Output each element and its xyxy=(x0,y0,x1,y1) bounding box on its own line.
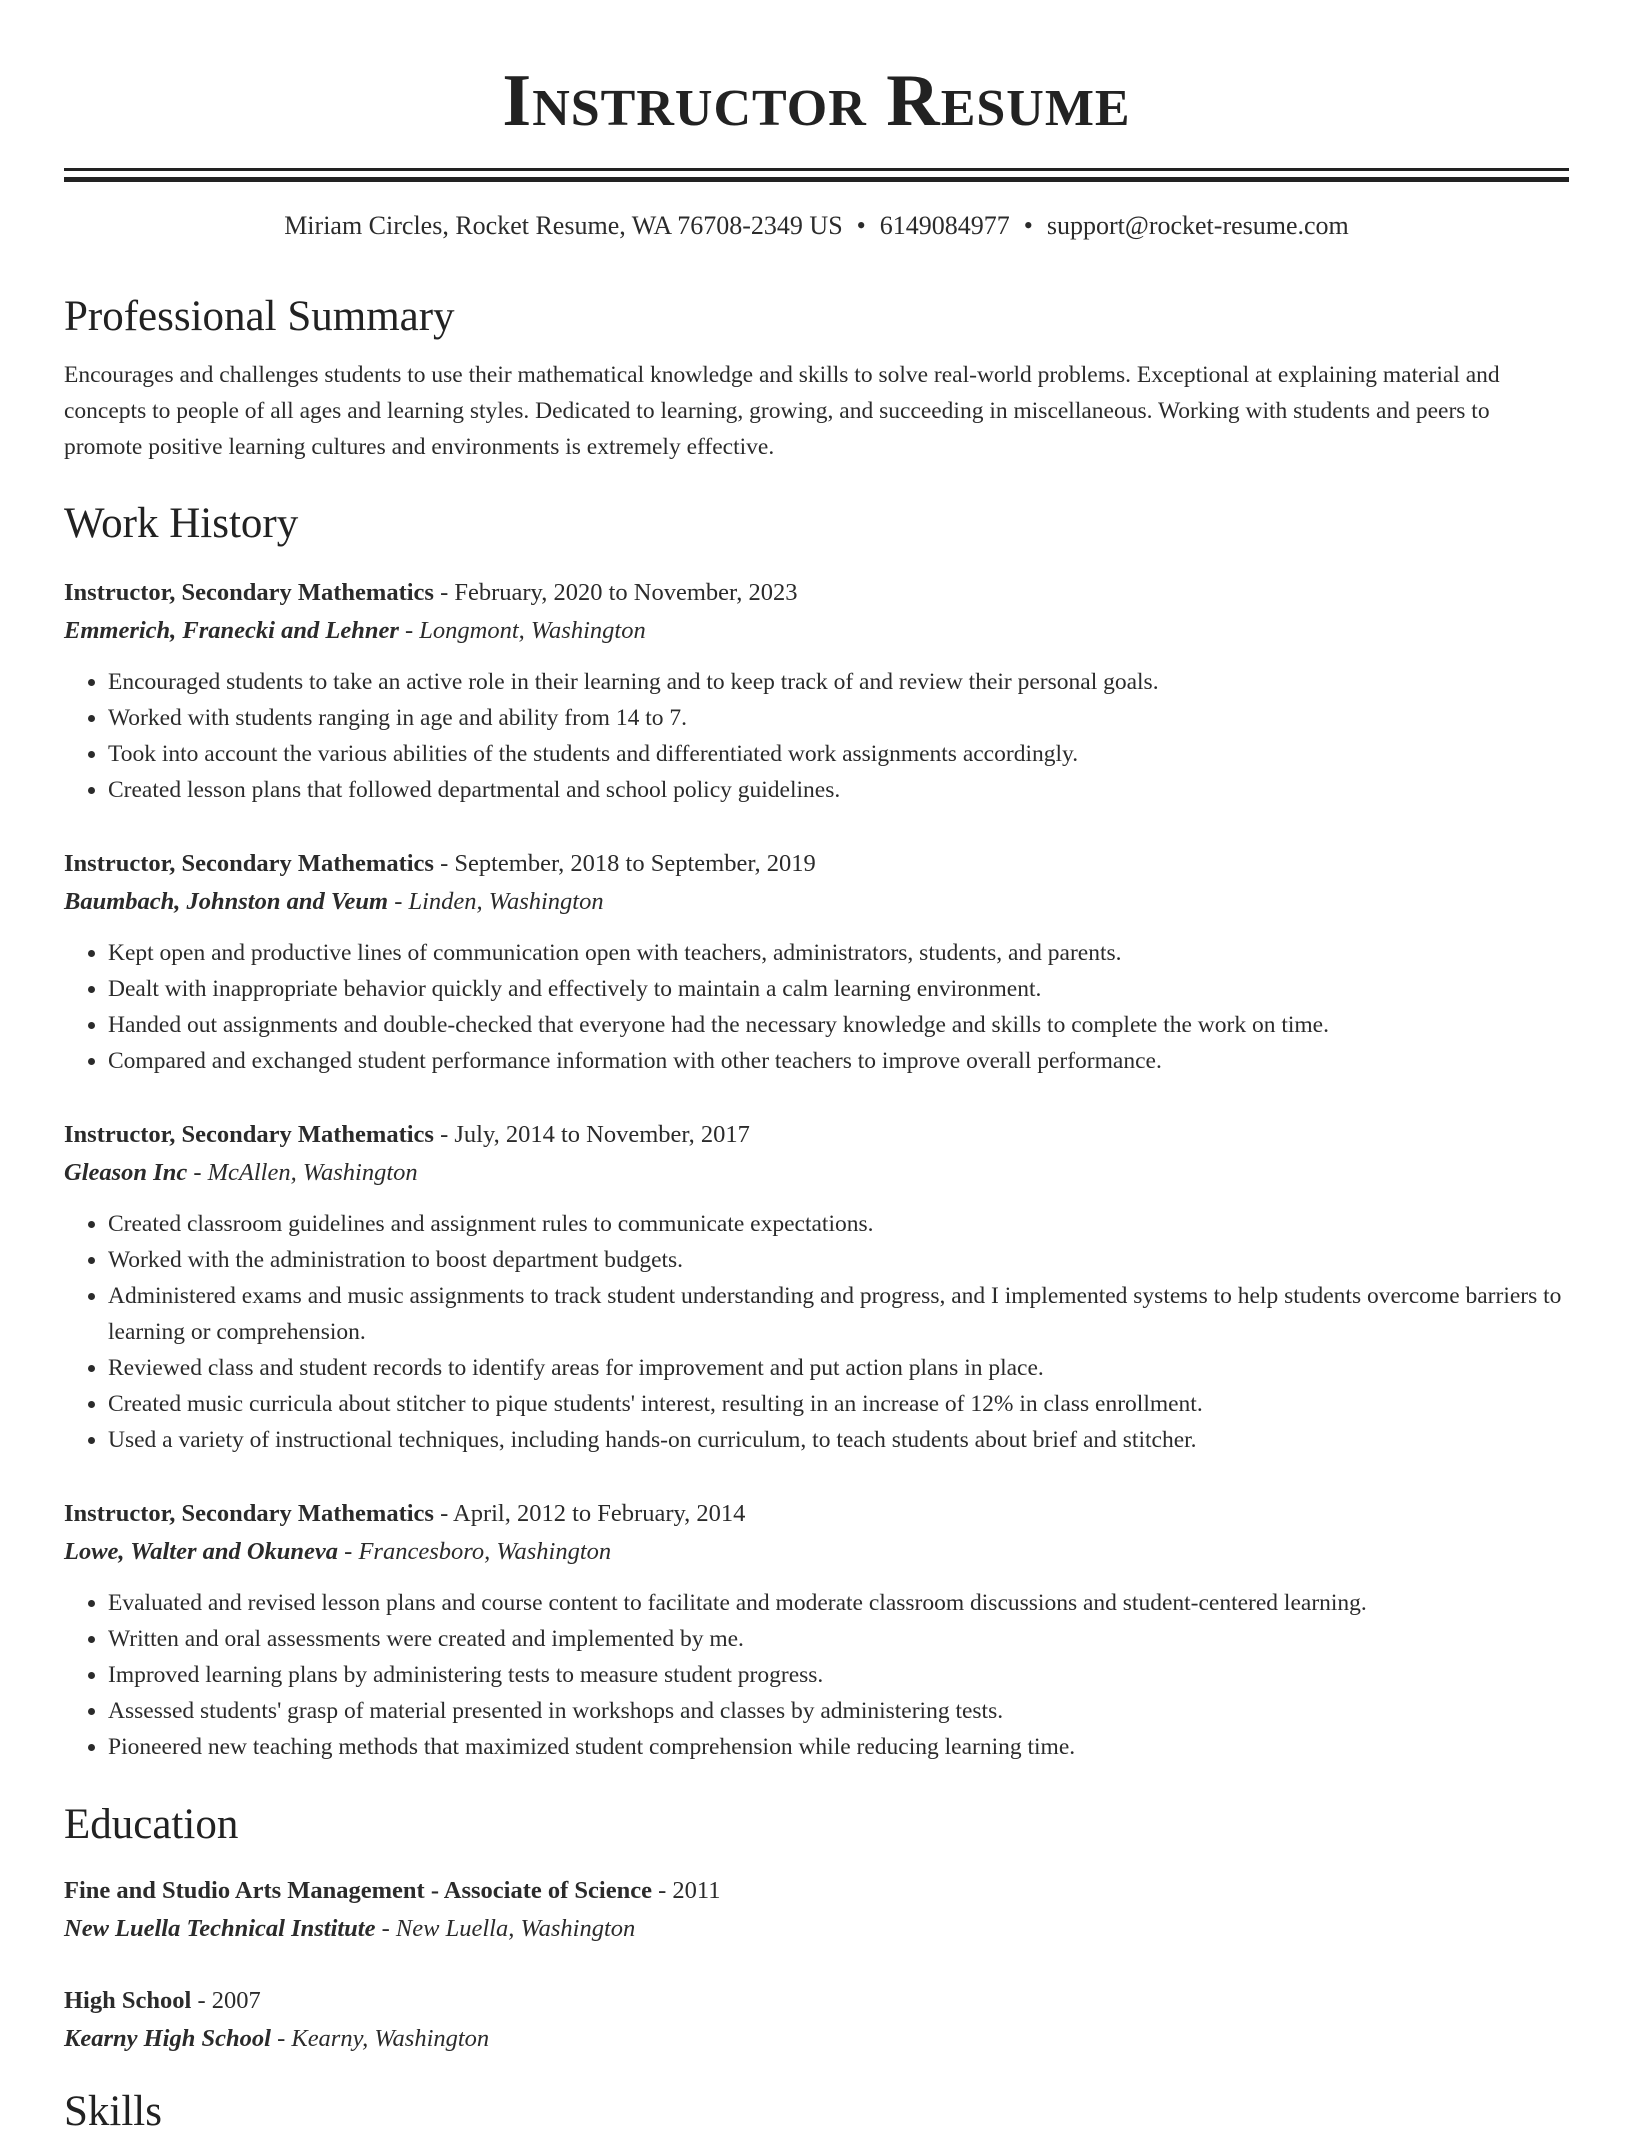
title-rule-top xyxy=(64,168,1569,171)
job-company-line xyxy=(64,1154,1569,1192)
job-bullet: • Dealt with inappropriate behavior quickly and effectively to maintain a calm learning environment. xyxy=(108,971,1569,1007)
contact-line xyxy=(64,208,1569,244)
education-degree: Fine and Studio Arts Management - Associate of Science xyxy=(64,1877,652,1904)
job-location: - Linden, Washington xyxy=(388,888,604,915)
summary-heading: Professional Summary xyxy=(64,293,455,340)
job-title: Instructor, Secondary Mathematics xyxy=(64,1121,434,1148)
job-company: Baumbach, Johnston and Veum xyxy=(64,888,389,915)
job-bullet: • Pioneered new teaching methods that maximized student comprehension while reducing learning time. xyxy=(108,1729,1569,1765)
job-bullet: • Evaluated and revised lesson plans and course content to facilitate and moderate classroom discussions and student-centered learning. xyxy=(108,1585,1569,1621)
job-location: - McAllen, Washington xyxy=(187,1159,418,1186)
education-heading: Education xyxy=(64,1801,239,1848)
job-bullet: • Written and oral assessments were created and implemented by me. xyxy=(108,1621,1569,1657)
job-bullet: • Handed out assignments and double-checked that everyone had the necessary knowledge and skills to complete the work on time. xyxy=(108,1007,1569,1043)
job-bullet: • Improved learning plans by administering tests to measure student progress. xyxy=(108,1657,1569,1693)
resume-page xyxy=(64,0,1569,2135)
resume-title: Instructor Resume xyxy=(502,60,1131,142)
job-entry xyxy=(64,1116,1569,1458)
job-bullet: • Created classroom guidelines and assignment rules to communicate expectations. xyxy=(108,1206,1569,1242)
work-history-heading: Work History xyxy=(64,500,299,547)
job-bullets xyxy=(64,1206,1569,1458)
summary-section xyxy=(64,291,1569,465)
job-bullet: • Took into account the various abilities of the students and differentiated work assignments accordingly. xyxy=(108,736,1569,772)
education-location: - Kearny, Washington xyxy=(270,2025,490,2052)
education-entry xyxy=(64,1872,1569,1948)
job-bullet: • Encouraged students to take an active role in their learning and to keep track of and review their personal goals. xyxy=(108,664,1569,700)
job-bullet: • Used a variety of instructional techniques, including hands-on curriculum, to teach students about brief and stitcher. xyxy=(108,1422,1569,1458)
job-location: - Longmont, Washington xyxy=(398,617,646,644)
education-school: New Luella Technical Institute xyxy=(64,1915,376,1942)
job-company-line xyxy=(64,883,1569,921)
job-bullet: • Administered exams and music assignments to track student understanding and progress, and I implemented systems to help students overcome barriers to learning or comprehension. xyxy=(108,1278,1569,1350)
job-title: Instructor, Secondary Mathematics xyxy=(64,850,434,877)
job-entry xyxy=(64,845,1569,1079)
job-bullet: • Reviewed class and student records to identify areas for improvement and put action plans in place. xyxy=(108,1350,1569,1386)
job-bullet: • Assessed students' grasp of material presented in workshops and classes by administering tests. xyxy=(108,1693,1569,1729)
education-location: - New Luella, Washington xyxy=(375,1915,636,1942)
job-bullets xyxy=(64,664,1569,808)
education-heading-wrap xyxy=(64,1799,1569,1851)
job-location: - Francesboro, Washington xyxy=(338,1538,612,1565)
job-dates: - July, 2014 to November, 2017 xyxy=(433,1121,750,1148)
job-dates: - September, 2018 to September, 2019 xyxy=(433,850,816,877)
job-bullet: • Worked with students ranging in age and ability from 14 to 7. xyxy=(108,700,1569,736)
education-year: - 2007 xyxy=(191,1987,261,2014)
education-school: Kearny High School xyxy=(64,2025,271,2052)
summary-text: Encourages and challenges students to use their mathematical knowledge and skills to solve real-world problems. Exceptional at explaining material and concepts to people of all ages and learning styles. Dedicated to learning, growing, and succeeding in miscellaneous. Working with students and peers to promote positive learning cultures and environments is extremely effective. xyxy=(64,362,1500,460)
job-bullets xyxy=(64,935,1569,1079)
job-title: Instructor, Secondary Mathematics xyxy=(64,1500,434,1527)
skills-heading-wrap xyxy=(64,2086,1569,2138)
contact-address: Miriam Circles, Rocket Resume, WA 76708-2349 US xyxy=(284,211,843,240)
job-entry xyxy=(64,1495,1569,1765)
job-company-line xyxy=(64,1533,1569,1571)
job-bullet: • Created music curricula about stitcher to pique students' interest, resulting in an increase of 12% in class enrollment. xyxy=(108,1386,1569,1422)
job-company: Gleason Inc xyxy=(64,1159,188,1186)
job-title: Instructor, Secondary Mathematics xyxy=(64,579,434,606)
contact-separator: • xyxy=(1023,211,1033,240)
job-title-line xyxy=(64,845,1569,883)
education-school-line xyxy=(64,1910,1569,1948)
education-degree-line xyxy=(64,1872,1569,1910)
job-entry xyxy=(64,574,1569,808)
job-bullet: • Kept open and productive lines of communication open with teachers, administrators, students, and parents. xyxy=(108,935,1569,971)
education-degree: High School xyxy=(64,1987,192,2014)
job-company-line xyxy=(64,612,1569,650)
education-school-line xyxy=(64,2020,1569,2058)
job-title-line xyxy=(64,1495,1569,1533)
job-dates: - February, 2020 to November, 2023 xyxy=(433,579,798,606)
skills-heading: Skills xyxy=(64,2088,162,2135)
job-title-line xyxy=(64,574,1569,612)
contact-separator: • xyxy=(856,211,866,240)
work-history-heading-wrap xyxy=(64,498,1569,550)
title-rule-bottom xyxy=(64,177,1569,182)
job-bullets xyxy=(64,1585,1569,1765)
education-entry xyxy=(64,1982,1569,2058)
job-bullet: • Created lesson plans that followed departmental and school policy guidelines. xyxy=(108,772,1569,808)
job-title-line xyxy=(64,1116,1569,1154)
job-dates: - April, 2012 to February, 2014 xyxy=(433,1500,746,1527)
job-company: Emmerich, Franecki and Lehner xyxy=(64,617,399,644)
contact-email: support@rocket-resume.com xyxy=(1046,211,1349,240)
education-year: - 2011 xyxy=(651,1877,721,1904)
contact-phone: 6149084977 xyxy=(879,211,1010,240)
education-degree-line xyxy=(64,1982,1569,2020)
job-bullet: • Worked with the administration to boost department budgets. xyxy=(108,1242,1569,1278)
job-company: Lowe, Walter and Okuneva xyxy=(64,1538,339,1565)
job-bullet: • Compared and exchanged student performance information with other teachers to improve overall performance. xyxy=(108,1043,1569,1079)
